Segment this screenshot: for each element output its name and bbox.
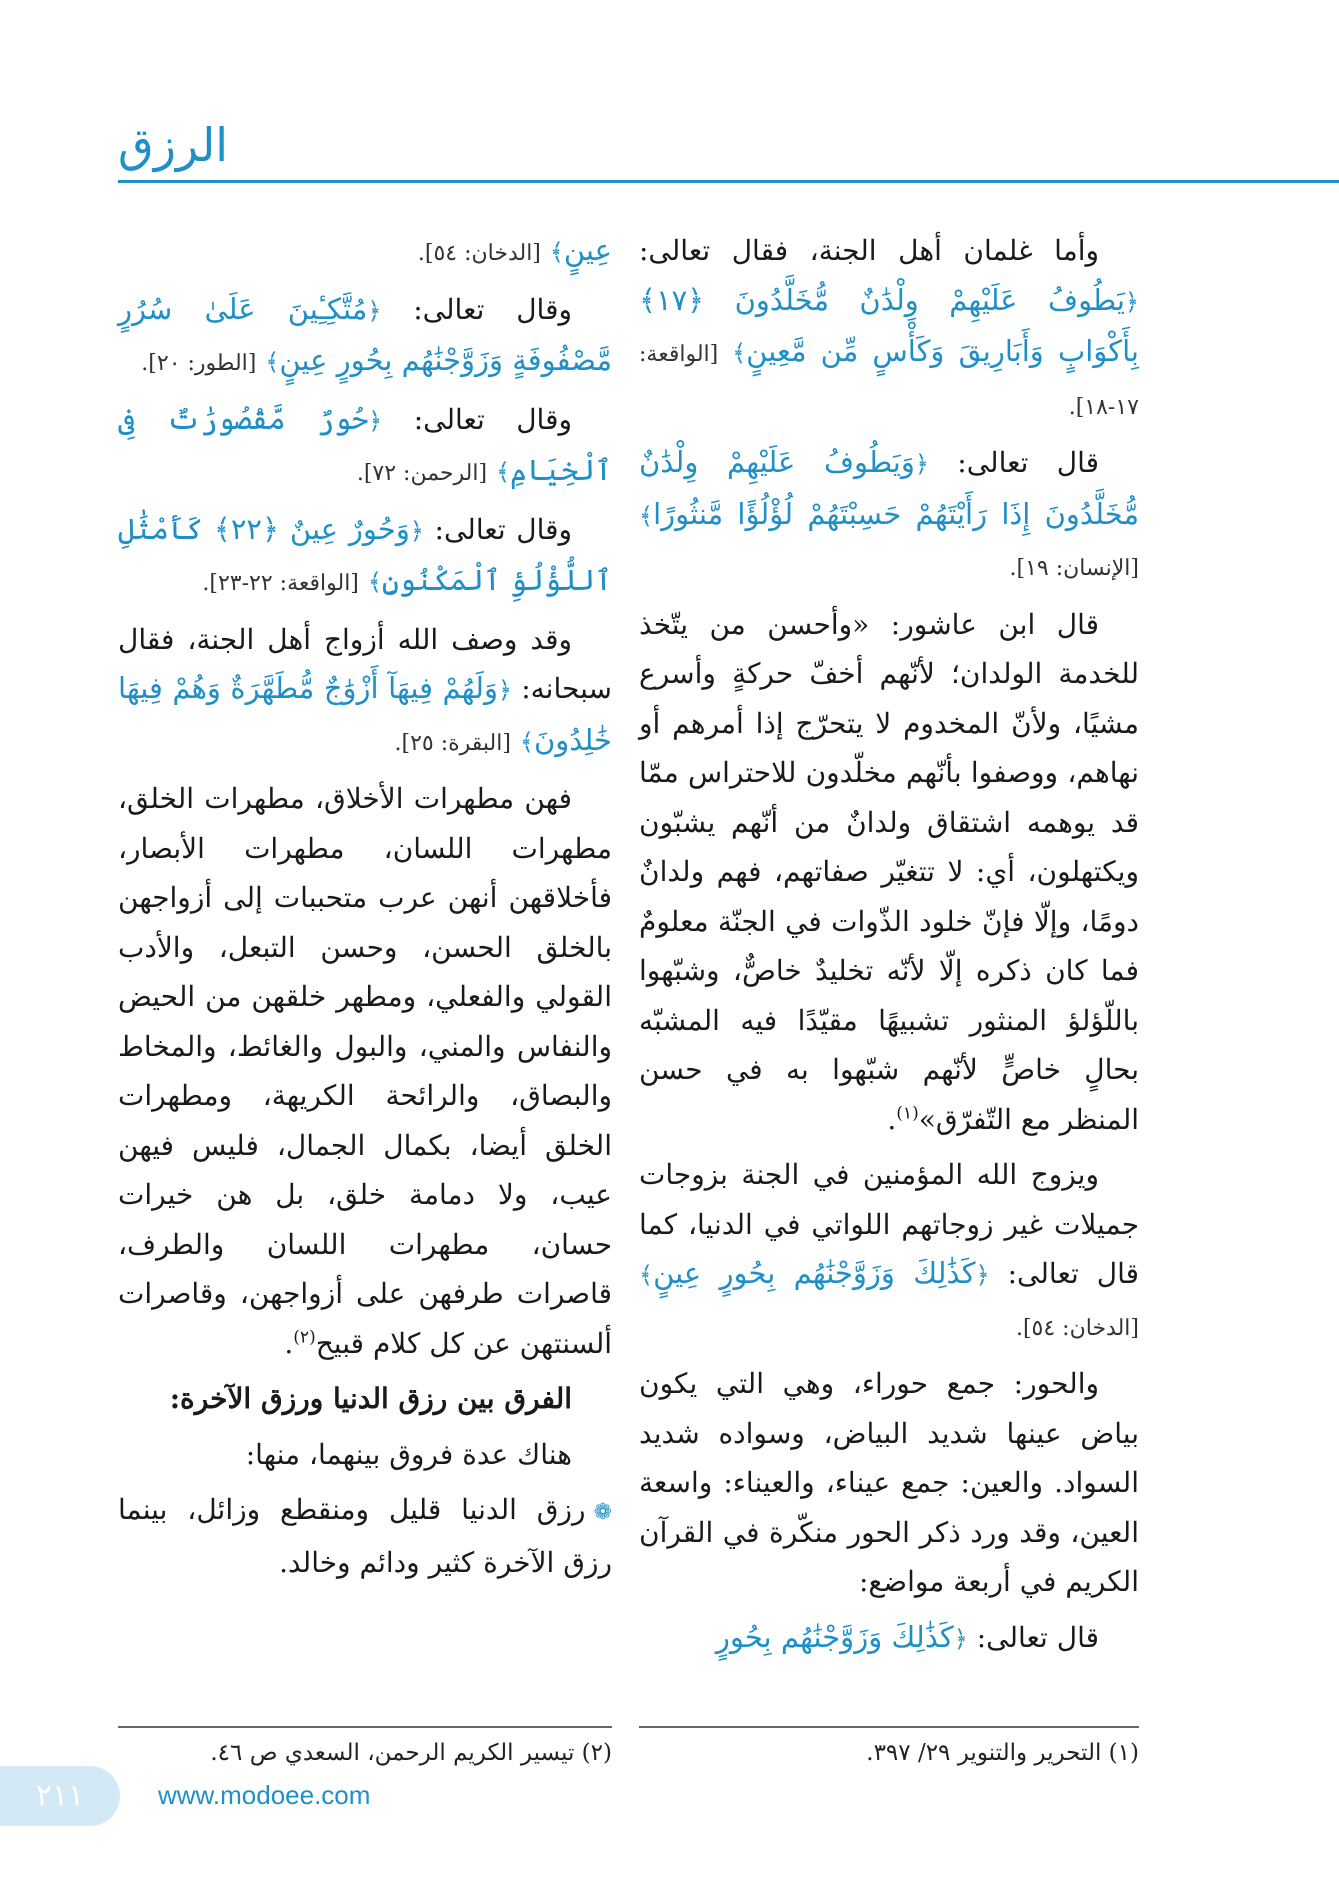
right-column: [639, 226, 1139, 1670]
footnote-marker: (٢): [293, 1327, 316, 1348]
paragraph-text: فهن مطهرات الأخلاق، مطهرات الخلق، مطهرات اللسان، مطهرات الأبصار، فأخلاقهن أنهن عرب متحببات إلى أزواجهن بالخلق الحسن، وحسن التبعل، والأدب القولي والفعلي، ومطهر خلقهن من الحيض والنفاس والمني، والبول والغائط، والمخاط والبصاق، والرائحة الكريهة، ومطهرات الخلق أيضا، بكمال الجمال، فليس فيهن عيب، ولا دمامة خلق، بل هن خيرات حسان، مطهرات اللسان والطرف، قاصرات طرفهن على أزواجهن، وقاصرات ألسنتهن عن كل كلام قبيح: [118, 782, 612, 1360]
ornate-bracket-close-icon: ﴾: [519, 727, 534, 756]
ornate-bracket-open-icon: ﴿: [975, 1261, 990, 1289]
ornate-bracket-open-icon: ﴿: [953, 1624, 968, 1653]
header-divider: [118, 180, 1339, 183]
paragraph-text: وقال تعالى:: [413, 402, 572, 436]
quran-verse: مُتَّكِـِٔينَ عَلَىٰ سُرُرٍ مَّصْفُوفَةٍ وَزَوَّجْنَٰهُم بِحُورٍ عِينٍ: [118, 291, 612, 377]
page-title: الرزق: [118, 118, 229, 172]
paragraph-description: فهن مطهرات الأخلاق، مطهرات الخلق، مطهرات اللسان، مطهرات الأبصار، فأخلاقهن أنهن عرب متحببات إلى أزواجهن بالخلق الحسن، وحسن التبعل، والأدب القولي والفعلي، ومطهر خلقهن من الحيض والنفاس والمني، والبول والغائط، والمخاط والبصاق، والرائحة الكريهة، ومطهرات الخلق أيضا، بكمال الجمال، فليس فيهن عيب، ولا دمامة خلق، بل هن خيرات حسان، مطهرات اللسان والطرف، قاصرات طرفهن على أزواجهن، وقاصرات ألسنتهن عن كل كلام قبيح$^{(٢)}$.: [118, 782, 612, 1360]
ornate-bracket-close-icon: ﴾: [367, 568, 382, 596]
footnote-marker: (١): [896, 1103, 919, 1124]
quran-verse: وَحُورٌ عِينٌ ﴿٢٢﴾ كَأَمْثَٰلِ ٱللُّؤْلُؤِ ٱلْمَكْنُونِ: [118, 511, 612, 597]
paragraph-3: قال ابن عاشور: «وأحسن من يتّخذ للخدمة الولدان؛ لأنّهم أخفّ حركةٍ وأسرع مشيًا، ولأنّ المخدوم لا يتحرّج إذا أمرهم أو نهاهم، ووصفوا بأنّهم مخلّدون للاحتراس ممّا قد يوهمه اشتقاق ولدانٌ من أنّهم يشبّون ويكتهلون، أي: لا تتغيّر صفاتهم، فهم ولدانٌ دومًا، وإلّا فإنّ خلود الذّوات في الجنّة معلومٌ فما كان ذكره إلّا لأنّه تخليدٌ خاصٌّ، وشبّهوا باللّؤلؤ المنثور تشبيهًا مقيّدًا فيه المشبّه بحالٍ خاصٍّ لأنّهم شبّهوا به في حسن المنظر مع التّفرّق»$^{(١)}$.: [639, 607, 1139, 1136]
ornate-bracket-open-icon: ﴿: [1124, 287, 1139, 316]
paragraph-4: [639, 1150, 1139, 1353]
paragraph-text: ويزوج الله المؤمنين في الجنة بزوجات جميلات غير زوجاتهم اللواتي في الدنيا، كما قال تعالى:: [639, 1158, 1140, 1290]
ornate-bracket-close-icon: ﴾: [639, 501, 654, 530]
verse-reference: [الواقعة: ٢٢-٢٣].: [202, 571, 359, 596]
ornate-bracket-open-icon: ﴿: [409, 516, 424, 545]
footnote-1: (١) التحرير والتنوير ٢٩/ ٣٩٧.: [866, 1740, 1139, 1766]
ornate-bracket-open-icon: ﴿: [368, 406, 383, 435]
quran-verse: وَلَهُمْ فِيهَآ أَزْوَٰجٌ مُّطَهَّرَةٌ وَهُمْ فِيهَا خَٰلِدُونَ: [118, 671, 612, 757]
verse-reference: [الدخان: ٥٤].: [417, 241, 541, 266]
paragraph-text: وقال تعالى:: [434, 512, 573, 546]
paragraph-verse-5: [118, 615, 612, 769]
quran-verse: يَطُوفُ عَلَيْهِمْ وِلْدَٰنٌ مُّخَلَّدُونَ ﴿١٧﴾ بِأَكْوَابٍ وَأَبَارِيقَ وَكَأْسٍ مِّن مَّعِينٍ: [639, 282, 1140, 368]
paragraph-text: وقال تعالى:: [413, 292, 572, 326]
paragraph-5: [639, 1359, 1139, 1607]
verse-reference: [الطور: ٢٠].: [141, 351, 257, 376]
paragraph-verse-4: [118, 505, 612, 609]
paragraph-6: [639, 1613, 1139, 1665]
quran-verse: حُورٌ مَّقْصُورَٰتٌ فِى ٱلْخِيَامِ: [118, 401, 612, 487]
paragraph-intro: هناك عدة فروق بينهما، منها:: [245, 1437, 572, 1471]
flower-bullet-icon: ❁: [593, 1500, 612, 1525]
paragraph-1: [639, 226, 1139, 432]
paragraph-text: قال تعالى:: [957, 446, 1100, 479]
website-link[interactable]: www.modoee.com: [158, 1780, 371, 1810]
ornate-bracket-open-icon: ﴿: [497, 676, 513, 704]
paragraph-verse-3: [118, 395, 612, 499]
quran-verse: كَذَٰلِكَ وَزَوَّجْنَٰهُم بِحُورٍ عِينٍ: [653, 1256, 976, 1290]
paragraph-text: وأما غلمان أهل الجنة، فقال تعالى:: [639, 234, 1099, 267]
footnote-2: (٢) تيسير الكريم الرحمن، السعدي ص ٤٦.: [210, 1740, 612, 1766]
ornate-bracket-close-icon: ﴾: [549, 238, 564, 266]
ornate-bracket-open-icon: ﴿: [367, 296, 382, 325]
quran-verse: عِينٍ: [563, 233, 612, 267]
ornate-bracket-close-icon: ﴾: [265, 348, 280, 376]
quran-verse: وَيَطُوفُ عَلَيْهِمْ وِلْدَٰنٌ مُّخَلَّدُونَ إِذَا رَأَيْتَهُمْ حَسِبْتَهُمْ لُؤْلُؤًا مَّنثُورًا: [639, 445, 1139, 531]
paragraph-text: قال ابن عاشور: «وأحسن من يتّخذ للخدمة الولدان؛ لأنّهم أخفّ حركةٍ وأسرع مشيًا، ولأنّ المخدوم لا يتحرّج إذا أمرهم أو نهاهم، ووصفوا بأنّهم مخلّدون للاحتراس ممّا قد يوهمه اشتقاق ولدانٌ من أنّهم يشبّون ويكتهلون، أي: لا تتغيّر صفاتهم، فهم ولدانٌ دومًا، وإلّا فإنّ خلود الذّوات في الجنّة معلومٌ فما كان ذكره إلّا لأنّه تخليدٌ خاصٌّ، وشبّهوا باللّؤلؤ المنثور تشبيهًا مقيّدًا فيه المشبّه بحالٍ خاصٍّ لأنّهم شبّهوا به في حسن المنظر مع التّفرّق»: [639, 607, 1139, 1136]
ornate-bracket-close-icon: ﴾: [495, 458, 511, 486]
verse-reference: [الواقعة: ١٧-١٨].: [639, 342, 1139, 420]
paragraph-text: والحور: جمع حوراء، وهي التي يكون بياض عينها شديد البياض، وسواده شديد السواد. والعين: جمع عيناء، والعيناء: واسعة العين، وقد ورد ذكر الحور منكّرة في القرآن الكريم في أربعة مواضع:: [639, 1367, 1139, 1598]
page-number: ٢١١: [0, 1766, 120, 1826]
left-column: [118, 226, 612, 1593]
verse-reference: [البقرة: ٢٥].: [394, 730, 511, 756]
paragraph-text: قال تعالى:: [976, 1620, 1099, 1654]
paragraph-text: وقد وصف الله أزواج أهل الجنة، فقال سبحانه:: [118, 622, 612, 705]
verse-reference: [الإنسان: ١٩].: [1009, 556, 1139, 581]
list-item: [118, 1485, 612, 1587]
section-heading: الفرق بين رزق الدنيا ورزق الآخرة:: [169, 1382, 572, 1415]
paragraph-continuation: [118, 226, 612, 279]
list-item-text: رزق الدنيا قليل ومنقطع وزائل، بينما رزق الآخرة كثير ودائم وخالد.: [118, 1493, 612, 1579]
verse-reference: [الرحمن: ٧٢].: [356, 461, 488, 486]
footnote-divider: [118, 1726, 612, 1728]
footnote-divider: [639, 1726, 1139, 1728]
paragraph-verse-2: [118, 285, 612, 389]
paragraph-2: [639, 438, 1139, 594]
ornate-bracket-close-icon: ﴾: [639, 1261, 654, 1289]
quran-verse: كَذَٰلِكَ وَزَوَّجْنَٰهُم بِحُورٍ: [715, 1619, 954, 1654]
ornate-bracket-open-icon: ﴿: [914, 450, 929, 478]
verse-reference: [الدخان: ٥٤].: [1015, 1315, 1139, 1341]
ornate-bracket-close-icon: ﴾: [732, 339, 747, 367]
